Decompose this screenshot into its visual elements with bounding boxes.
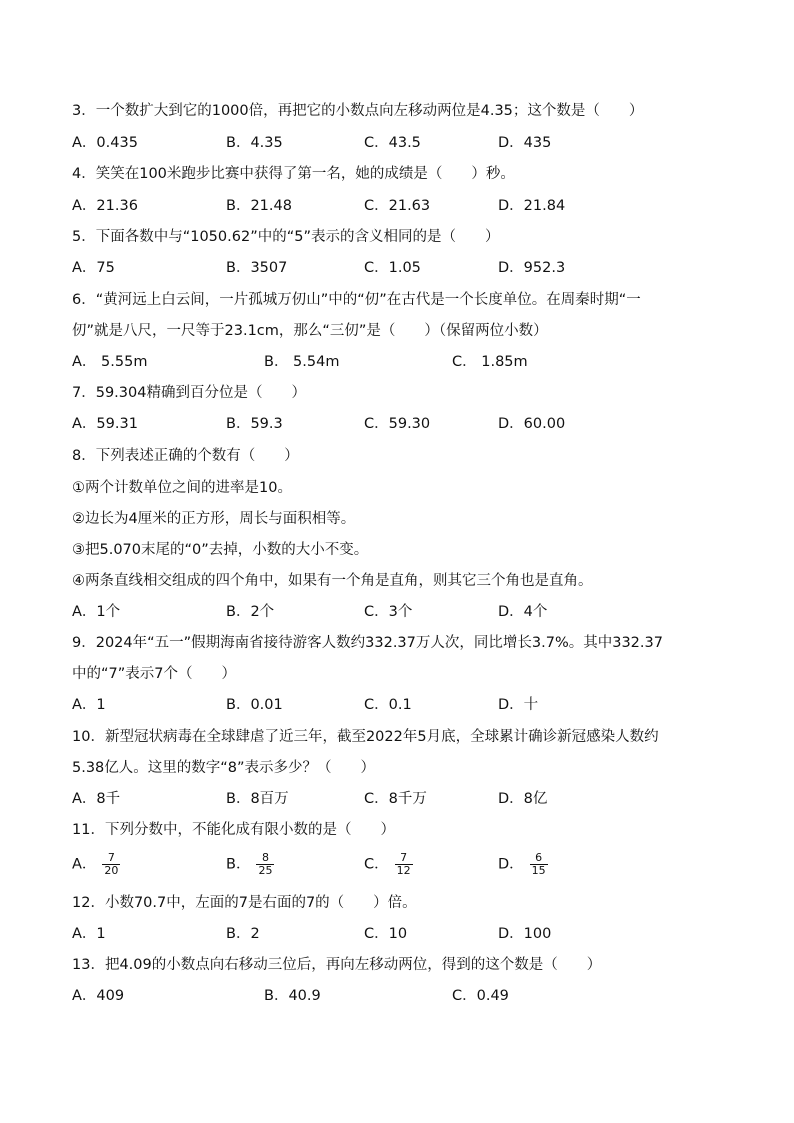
option-b[interactable] xyxy=(226,852,274,877)
option-label: A． xyxy=(72,856,97,873)
option-c[interactable] xyxy=(364,852,413,877)
question-8-statement-4: ④两条直线相交组成的四个角中，如果有一个角是直角，则其它三个角也是直角。 xyxy=(72,573,593,589)
option-d[interactable]: D．952.3 xyxy=(498,260,566,276)
question-9-text-line-1: 9．2024年“五一”假期海南省接待游客人数约332.37万人次，同比增长3.7%。其中332.37 xyxy=(72,635,663,651)
denominator: 15 xyxy=(531,864,546,877)
option-label: B． xyxy=(226,856,251,873)
option-c[interactable]: C．21.63 xyxy=(364,198,431,214)
question-4-text: 4．笑笑在100米跑步比赛中获得了第一名，她的成绩是（ ）秒。 xyxy=(72,166,515,182)
option-b[interactable]: B．4.35 xyxy=(226,135,283,151)
question-13-text: 13．把4.09的小数点向右移动三位后，再向左移动两位，得到的这个数是（ ） xyxy=(72,957,602,973)
denominator: 25 xyxy=(258,864,273,877)
option-c[interactable]: C．1.05 xyxy=(364,260,421,276)
option-d[interactable]: D．8亿 xyxy=(498,791,548,807)
option-c[interactable]: C．43.5 xyxy=(364,135,421,151)
option-c[interactable]: C． 1.85m xyxy=(452,354,528,370)
question-5-options xyxy=(72,258,772,278)
option-b[interactable]: B． 5.54m xyxy=(264,354,340,370)
fraction xyxy=(102,852,120,877)
option-d[interactable]: D．100 xyxy=(498,926,552,942)
question-8-statement-2: ②边长为4厘米的正方形，周长与面积相等。 xyxy=(72,511,356,527)
numerator: 8 xyxy=(256,852,274,865)
option-b[interactable]: B．59.3 xyxy=(226,416,283,432)
option-c[interactable]: C．10 xyxy=(364,926,408,942)
option-a[interactable]: A． 5.55m xyxy=(72,354,148,370)
option-a[interactable] xyxy=(72,852,120,877)
numerator: 7 xyxy=(102,852,120,865)
question-13-options xyxy=(72,986,772,1006)
numerator: 6 xyxy=(530,852,548,865)
fraction xyxy=(395,852,413,877)
question-10-text-line-2: 5.38亿人。这里的数字“8”表示多少？（ ） xyxy=(72,760,376,776)
option-b[interactable]: B．8百万 xyxy=(226,791,289,807)
option-b[interactable]: B．40.9 xyxy=(264,988,321,1004)
option-b[interactable]: B．3507 xyxy=(226,260,288,276)
option-c[interactable]: C．59.30 xyxy=(364,416,431,432)
question-6-options xyxy=(72,352,772,372)
question-10-options xyxy=(72,789,772,809)
question-9-options xyxy=(72,695,772,715)
question-8-options xyxy=(72,602,772,622)
option-c[interactable]: C．0.49 xyxy=(452,988,509,1004)
question-7-options xyxy=(72,414,772,434)
option-a[interactable]: A．1 xyxy=(72,926,106,942)
option-b[interactable]: B．2 xyxy=(226,926,260,942)
question-8-statement-3: ③把5.070末尾的“0”去掉，小数的大小不变。 xyxy=(72,542,369,558)
question-11-text: 11．下列分数中，不能化成有限小数的是（ ） xyxy=(72,822,395,838)
option-a[interactable]: A．409 xyxy=(72,988,125,1004)
option-d[interactable]: D．435 xyxy=(498,135,552,151)
question-11-options xyxy=(72,852,772,882)
question-4-options xyxy=(72,196,772,216)
option-a[interactable]: A．75 xyxy=(72,260,115,276)
question-7-text: 7．59.304精确到百分位是（ ） xyxy=(72,385,306,401)
denominator: 12 xyxy=(396,864,411,877)
option-b[interactable]: B．0.01 xyxy=(226,697,283,713)
option-c[interactable]: C．3个 xyxy=(364,604,413,620)
question-3-text: 3．一个数扩大到它的1000倍，再把它的小数点向左移动两位是4.35；这个数是（ ） xyxy=(72,103,644,119)
question-6-text-line-2: 仞”就是八尺，一尺等于23.1cm，那么“三仞”是（ ）（保留两位小数） xyxy=(72,323,548,339)
option-d[interactable]: D．4个 xyxy=(498,604,548,620)
option-a[interactable]: A．1 xyxy=(72,697,106,713)
question-9-text-line-2: 中的“7”表示7个（ ） xyxy=(72,666,236,682)
option-a[interactable]: A．59.31 xyxy=(72,416,138,432)
option-a[interactable]: A．0.435 xyxy=(72,135,138,151)
option-c[interactable]: C．8千万 xyxy=(364,791,427,807)
option-d[interactable]: D．十 xyxy=(498,697,539,713)
question-5-text: 5．下面各数中与“1050.62”中的“5”表示的含义相同的是（ ） xyxy=(72,229,500,245)
option-a[interactable]: A．21.36 xyxy=(72,198,138,214)
question-8-statement-1: ①两个计数单位之间的进率是10。 xyxy=(72,480,292,496)
option-a[interactable]: A．1个 xyxy=(72,604,121,620)
fraction xyxy=(530,852,548,877)
denominator: 20 xyxy=(104,864,119,877)
option-d[interactable] xyxy=(498,852,548,877)
numerator: 7 xyxy=(395,852,413,865)
option-d[interactable]: D．60.00 xyxy=(498,416,566,432)
question-12-options xyxy=(72,924,772,944)
question-8-text: 8．下列表述正确的个数有（ ） xyxy=(72,448,299,464)
fraction xyxy=(256,852,274,877)
question-12-text: 12．小数70.7中，左面的7是右面的7的（ ）倍。 xyxy=(72,895,417,911)
option-label: C． xyxy=(364,856,389,873)
option-c[interactable]: C．0.1 xyxy=(364,697,412,713)
option-d[interactable]: D．21.84 xyxy=(498,198,566,214)
option-a[interactable]: A．8千 xyxy=(72,791,121,807)
option-b[interactable]: B．21.48 xyxy=(226,198,292,214)
option-label: D． xyxy=(498,856,524,873)
option-b[interactable]: B．2个 xyxy=(226,604,275,620)
question-3-options xyxy=(72,133,772,153)
question-6-text-line-1: 6．“黄河远上白云间，一片孤城万仞山”中的“仞”在古代是一个长度单位。在周秦时期“一 xyxy=(72,292,641,308)
question-10-text-line-1: 10．新型冠状病毒在全球肆虐了近三年，截至2022年5月底，全球累计确诊新冠感染人数约 xyxy=(72,729,659,745)
